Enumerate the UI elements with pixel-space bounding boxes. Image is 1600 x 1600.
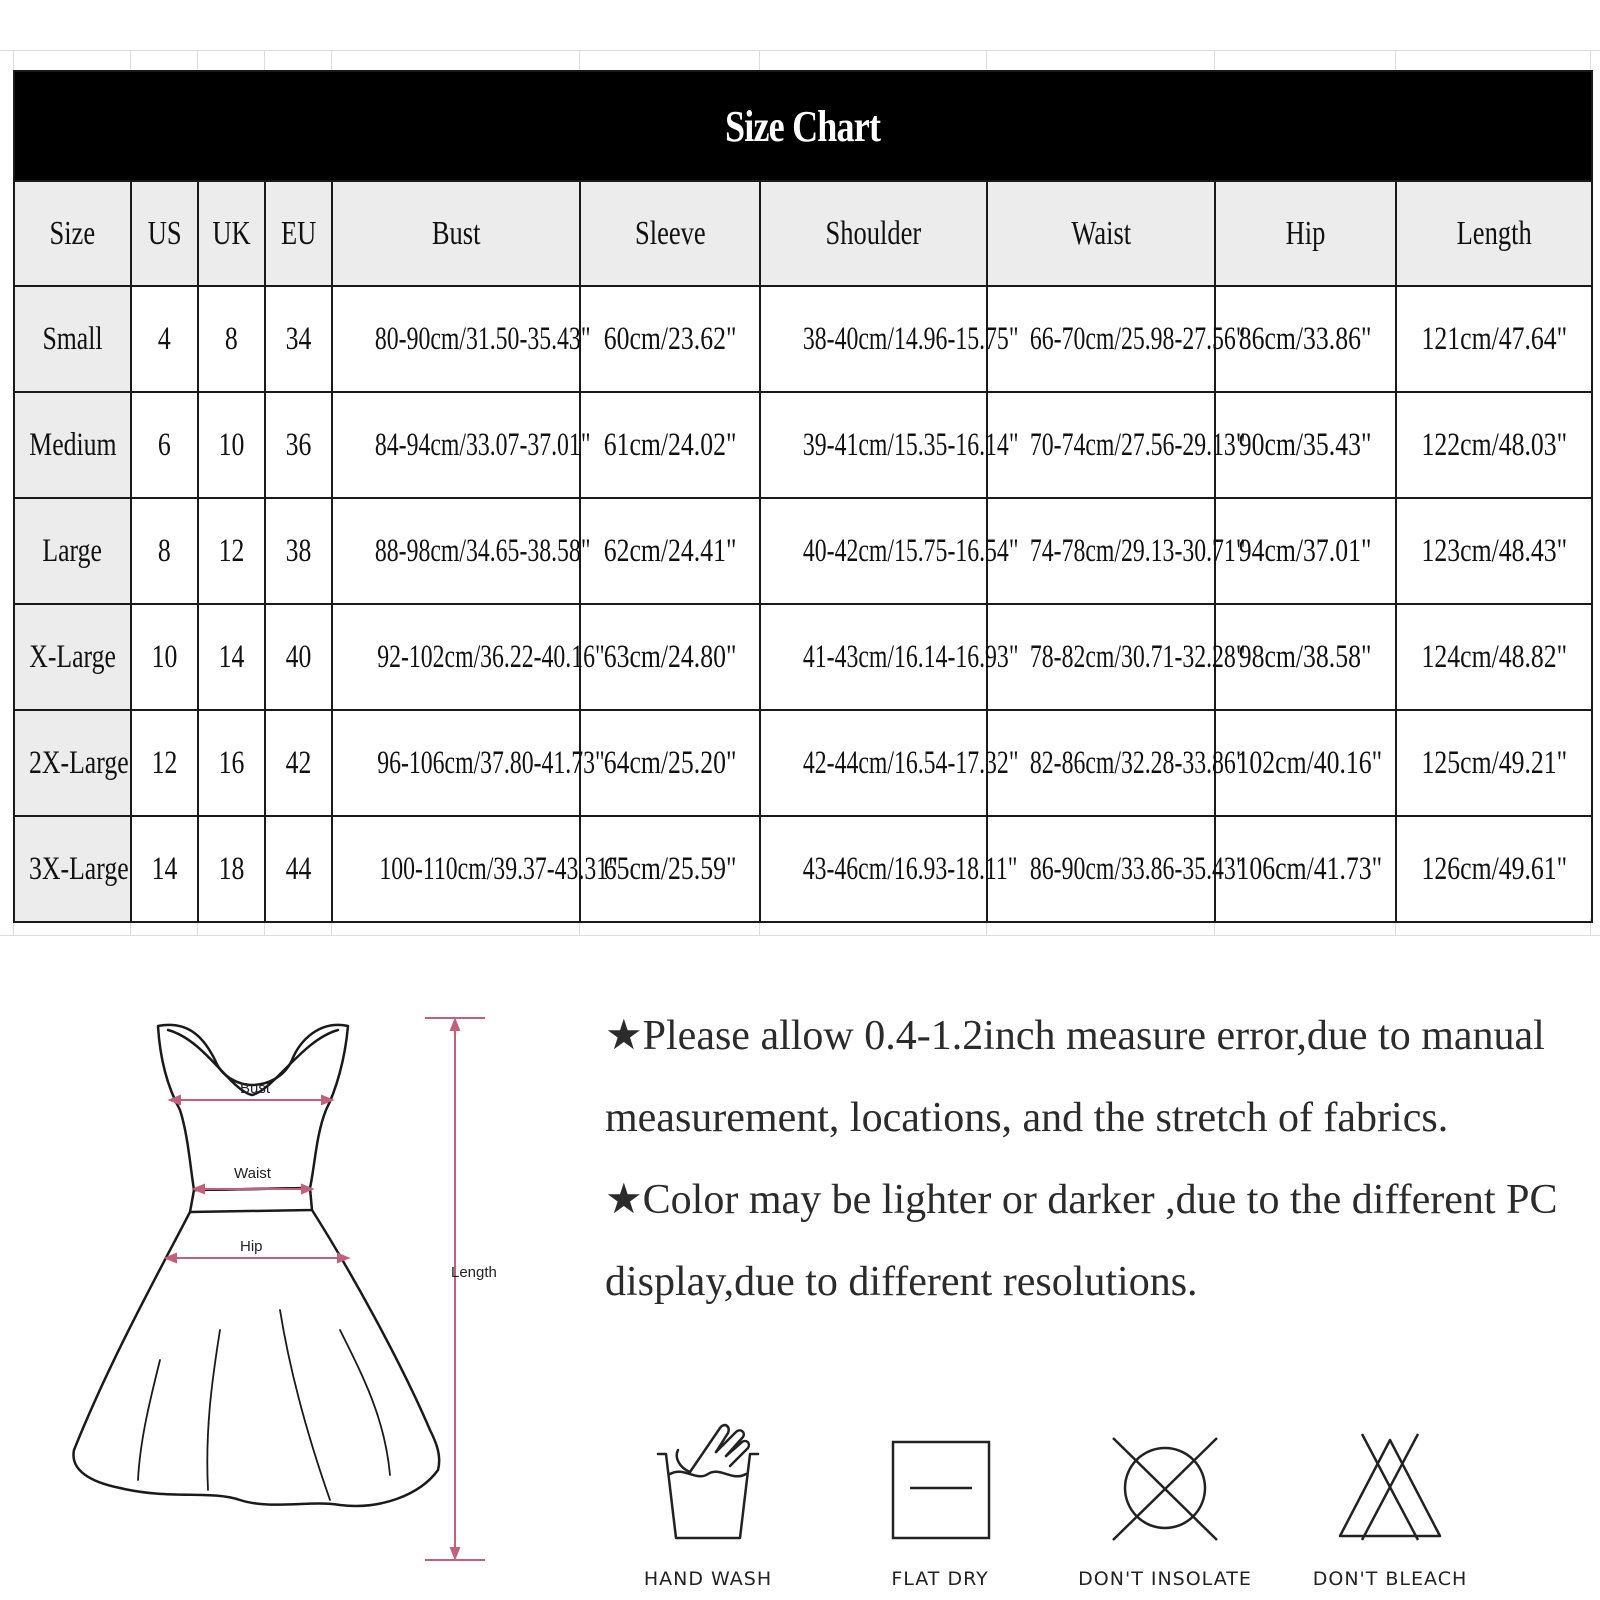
cell-us: 14 bbox=[131, 816, 198, 922]
cell-size: Large bbox=[14, 498, 131, 604]
cell-waist: 78-82cm/30.71-32.28" bbox=[987, 604, 1215, 710]
dont-insolate-icon bbox=[1075, 1420, 1255, 1560]
cell-length: 122cm/48.03" bbox=[1396, 392, 1592, 498]
measure-lines bbox=[166, 1018, 485, 1560]
cell-hip: 98cm/38.58" bbox=[1215, 604, 1396, 710]
cell-hip: 106cm/41.73" bbox=[1215, 816, 1396, 922]
flat-dry-icon bbox=[850, 1420, 1030, 1560]
table-row bbox=[14, 498, 1592, 604]
cell-length: 121cm/47.64" bbox=[1396, 286, 1592, 392]
cell-eu: 36 bbox=[265, 392, 332, 498]
cell-waist: 86-90cm/33.86-35.43" bbox=[987, 816, 1215, 922]
care-notes bbox=[605, 995, 1565, 1323]
cell-size: 3X-Large bbox=[14, 816, 131, 922]
table-header-row bbox=[14, 181, 1592, 286]
table-row bbox=[14, 604, 1592, 710]
cell-shoulder: 39-41cm/15.35-16.14" bbox=[760, 392, 987, 498]
cell-us: 12 bbox=[131, 710, 198, 816]
cell-shoulder: 40-42cm/15.75-16.54" bbox=[760, 498, 987, 604]
cell-hip: 94cm/37.01" bbox=[1215, 498, 1396, 604]
column-header-uk: UK bbox=[198, 181, 265, 286]
care-item-hand-wash bbox=[618, 1420, 798, 1600]
cell-waist: 70-74cm/27.56-29.13" bbox=[987, 392, 1215, 498]
cell-eu: 38 bbox=[265, 498, 332, 604]
length-label: Length bbox=[451, 1264, 497, 1281]
cell-length: 124cm/48.82" bbox=[1396, 604, 1592, 710]
cell-hip: 90cm/35.43" bbox=[1215, 392, 1396, 498]
size-chart-table bbox=[13, 70, 1593, 923]
cell-length: 125cm/49.21" bbox=[1396, 710, 1592, 816]
bust-label: Bust bbox=[240, 1080, 271, 1097]
cell-uk: 18 bbox=[198, 816, 265, 922]
column-header-size: Size bbox=[14, 181, 131, 286]
measure-error-note: ★Please allow 0.4-1.2inch measure error,due to manual measurement, locations, and the stretch of fabrics. bbox=[605, 1013, 1545, 1141]
hand-wash-icon bbox=[618, 1420, 798, 1560]
cell-uk: 10 bbox=[198, 392, 265, 498]
cell-hip: 86cm/33.86" bbox=[1215, 286, 1396, 392]
cell-sleeve: 62cm/24.41" bbox=[580, 498, 760, 604]
cell-shoulder: 38-40cm/14.96-15.75" bbox=[760, 286, 987, 392]
table-row bbox=[14, 392, 1592, 498]
care-item-flat-dry bbox=[850, 1420, 1030, 1600]
cell-bust: 88-98cm/34.65-38.58" bbox=[332, 498, 580, 604]
cell-bust: 84-94cm/33.07-37.01" bbox=[332, 392, 580, 498]
cell-uk: 8 bbox=[198, 286, 265, 392]
cell-sleeve: 61cm/24.02" bbox=[580, 392, 760, 498]
column-header-shoulder: Shoulder bbox=[760, 181, 987, 286]
cell-size: 2X-Large bbox=[14, 710, 131, 816]
dont-insolate-label: DON'T INSOLATE bbox=[1078, 1568, 1252, 1590]
cell-length: 126cm/49.61" bbox=[1396, 816, 1592, 922]
cell-us: 8 bbox=[131, 498, 198, 604]
cell-sleeve: 63cm/24.80" bbox=[580, 604, 760, 710]
color-difference-note: ★Color may be lighter or darker ,due to the different PC display,due to different resolutions. bbox=[605, 1177, 1558, 1305]
cell-bust: 100-110cm/39.37-43.31" bbox=[332, 816, 580, 922]
care-item-dont-insolate bbox=[1075, 1420, 1255, 1600]
cell-bust: 92-102cm/36.22-40.16" bbox=[332, 604, 580, 710]
cell-us: 10 bbox=[131, 604, 198, 710]
cell-sleeve: 60cm/23.62" bbox=[580, 286, 760, 392]
column-header-hip: Hip bbox=[1215, 181, 1396, 286]
column-header-bust: Bust bbox=[332, 181, 580, 286]
cell-waist: 66-70cm/25.98-27.56" bbox=[987, 286, 1215, 392]
column-header-sleeve: Sleeve bbox=[580, 181, 760, 286]
cell-sleeve: 65cm/25.59" bbox=[580, 816, 760, 922]
cell-uk: 12 bbox=[198, 498, 265, 604]
column-header-us: US bbox=[131, 181, 198, 286]
cell-eu: 40 bbox=[265, 604, 332, 710]
cell-waist: 74-78cm/29.13-30.71" bbox=[987, 498, 1215, 604]
cell-us: 6 bbox=[131, 392, 198, 498]
cell-eu: 44 bbox=[265, 816, 332, 922]
cell-hip: 102cm/40.16" bbox=[1215, 710, 1396, 816]
table-row bbox=[14, 286, 1592, 392]
cell-shoulder: 43-46cm/16.93-18.11" bbox=[760, 816, 987, 922]
care-item-dont-bleach bbox=[1300, 1420, 1480, 1600]
cell-bust: 80-90cm/31.50-35.43" bbox=[332, 286, 580, 392]
column-header-waist: Waist bbox=[987, 181, 1215, 286]
size-chart-title: Size Chart bbox=[14, 71, 1592, 181]
dress-measurement-diagram bbox=[40, 1000, 540, 1580]
cell-waist: 82-86cm/32.28-33.86" bbox=[987, 710, 1215, 816]
dress-illustration bbox=[40, 1000, 540, 1580]
dont-bleach-label: DON'T BLEACH bbox=[1312, 1568, 1468, 1590]
cell-size: X-Large bbox=[14, 604, 131, 710]
cell-size: Small bbox=[14, 286, 131, 392]
cell-sleeve: 64cm/25.20" bbox=[580, 710, 760, 816]
column-header-length: Length bbox=[1396, 181, 1592, 286]
hand-wash-label: HAND WASH bbox=[643, 1568, 773, 1590]
dont-bleach-icon bbox=[1300, 1420, 1480, 1560]
cell-us: 4 bbox=[131, 286, 198, 392]
flat-dry-label: FLAT DRY bbox=[891, 1568, 989, 1590]
cell-shoulder: 41-43cm/16.14-16.93" bbox=[760, 604, 987, 710]
cell-shoulder: 42-44cm/16.54-17.32" bbox=[760, 710, 987, 816]
hip-label: Hip bbox=[240, 1238, 263, 1255]
cell-bust: 96-106cm/37.80-41.73" bbox=[332, 710, 580, 816]
cell-eu: 42 bbox=[265, 710, 332, 816]
waist-label: Waist bbox=[234, 1165, 271, 1182]
table-row bbox=[14, 816, 1592, 922]
cell-length: 123cm/48.43" bbox=[1396, 498, 1592, 604]
column-header-eu: EU bbox=[265, 181, 332, 286]
cell-uk: 14 bbox=[198, 604, 265, 710]
cell-uk: 16 bbox=[198, 710, 265, 816]
cell-size: Medium bbox=[14, 392, 131, 498]
cell-eu: 34 bbox=[265, 286, 332, 392]
table-row bbox=[14, 710, 1592, 816]
